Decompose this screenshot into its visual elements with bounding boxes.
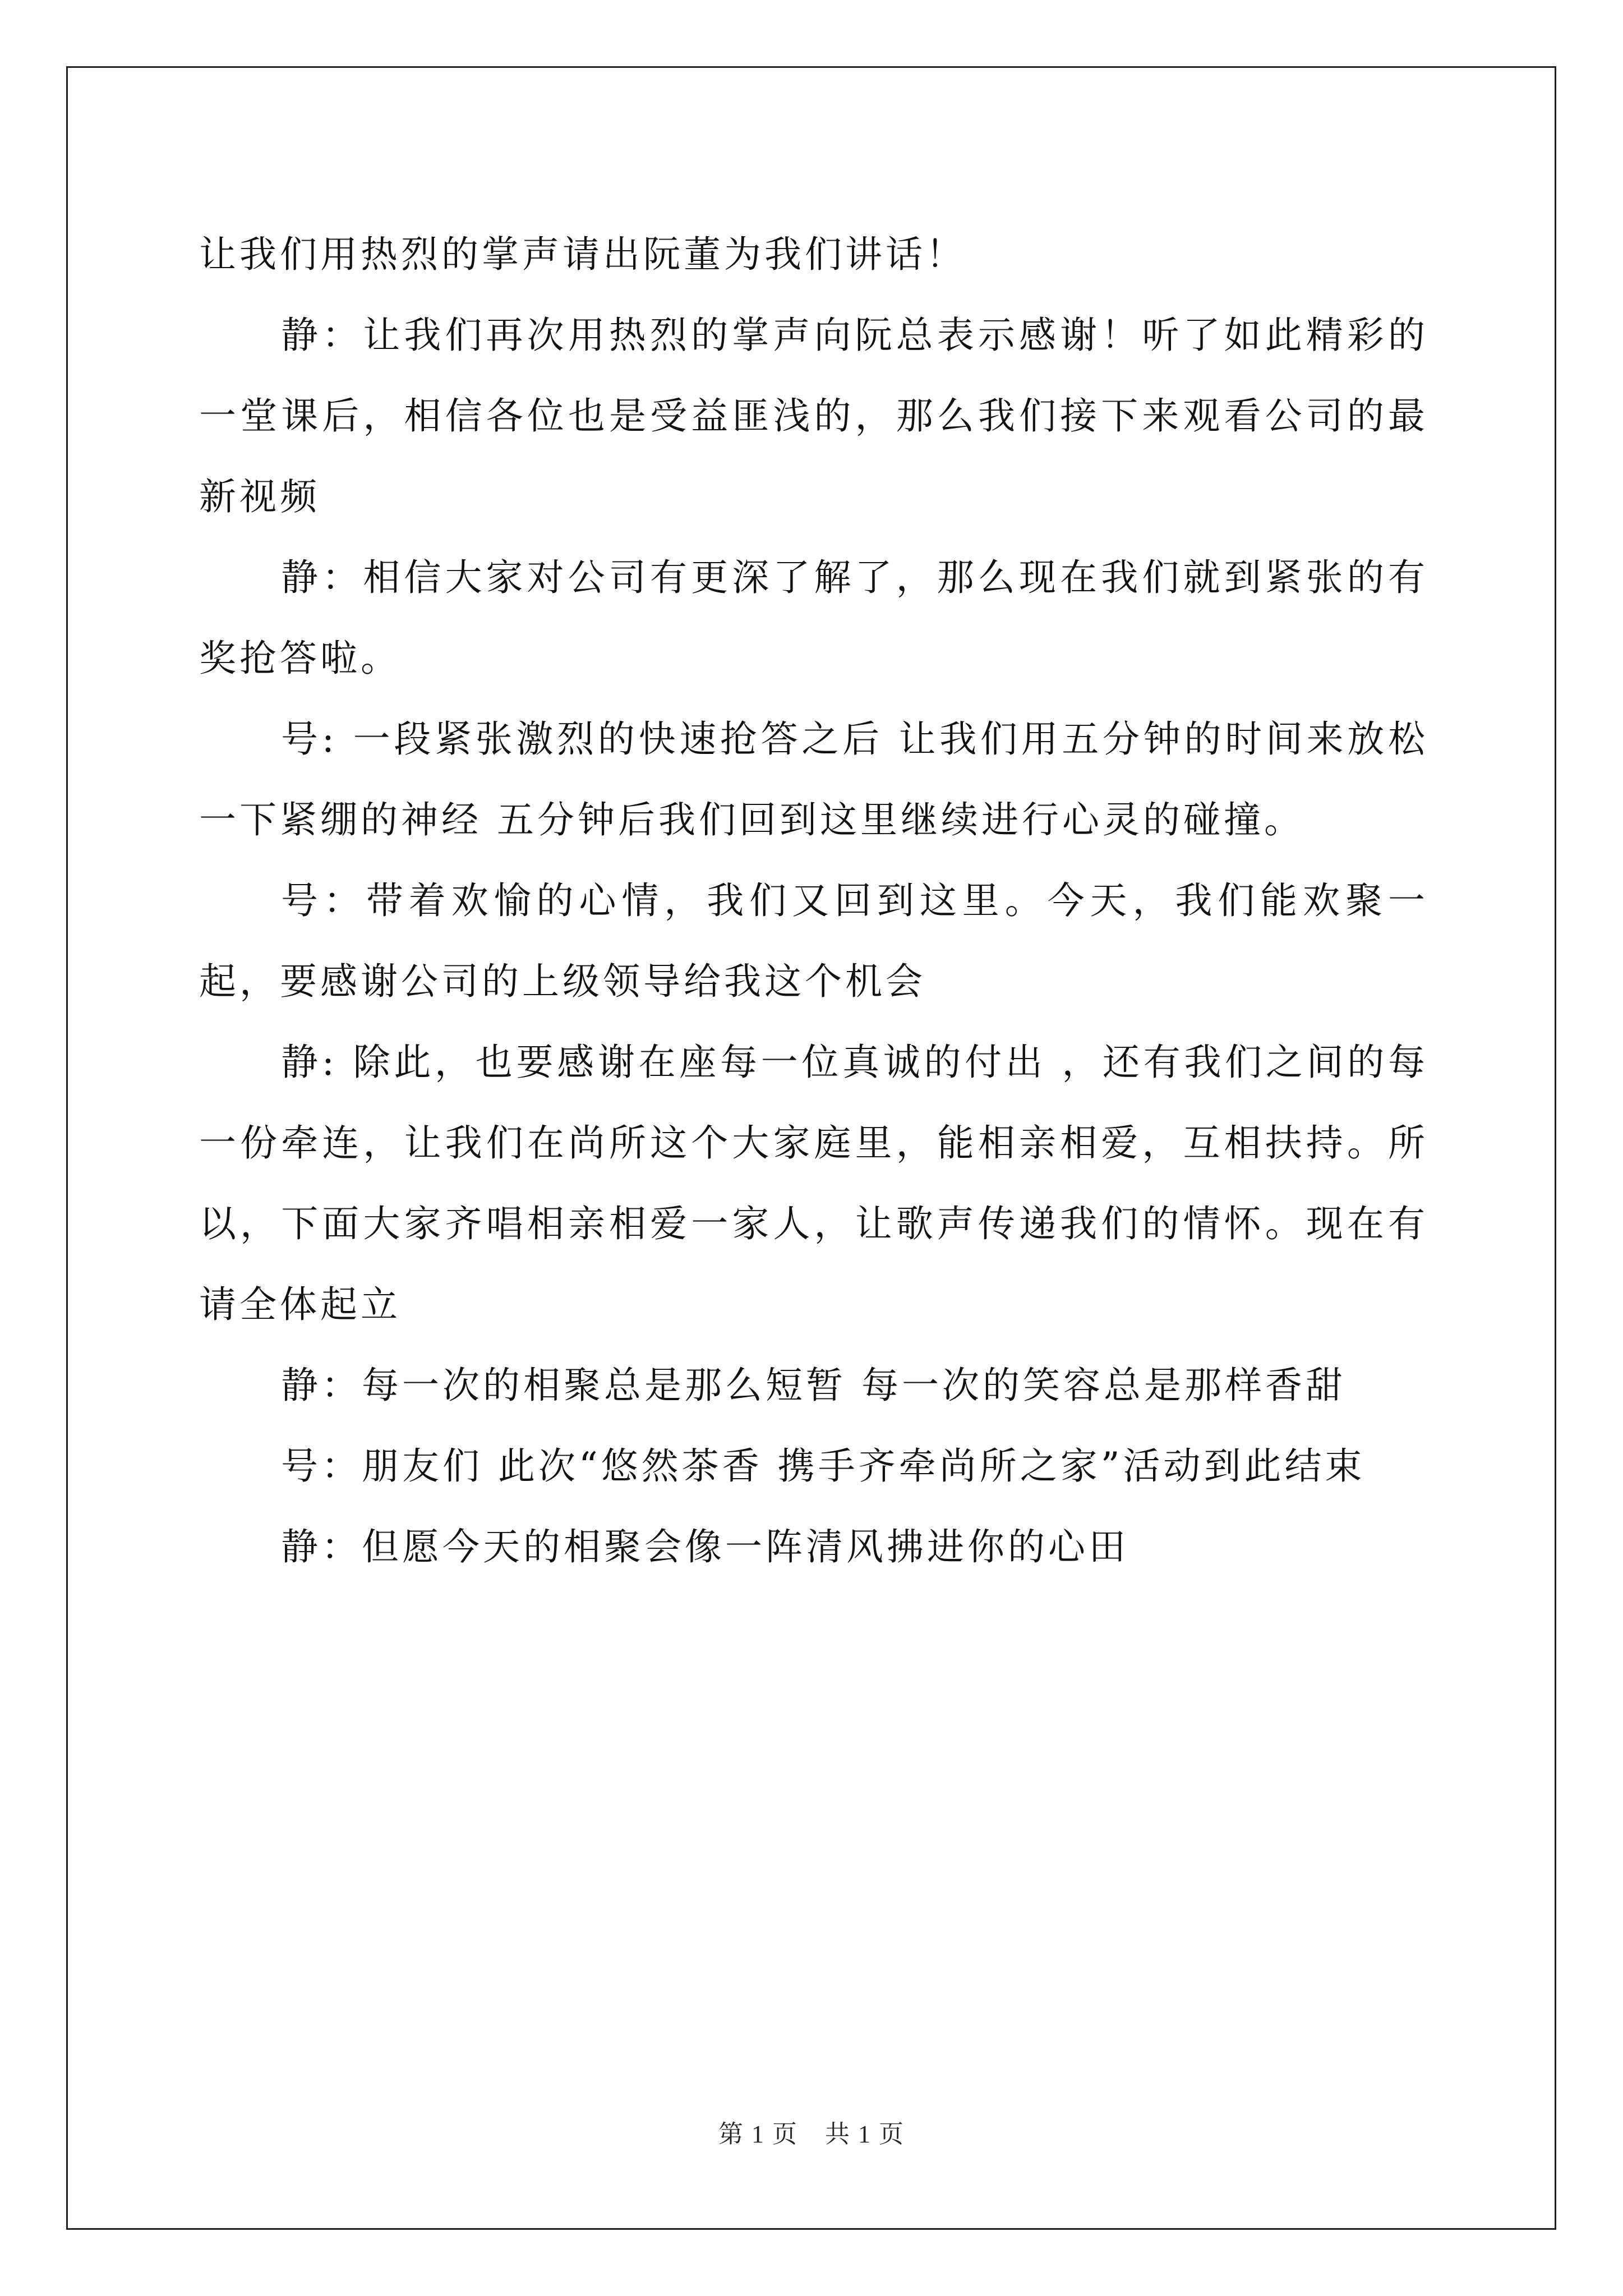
paragraph-9: 静：但愿今天的相聚会像一阵清风拂进你的心田 xyxy=(281,1525,1129,1568)
paragraph-4: 号: 一段紧张激烈的快速抢答之后 让我们用五分钟的时间来放松一下紧绷的神经 五分钟后我们回到这里继续进行心灵的碰撞。 xyxy=(199,717,1428,841)
paragraph-2: 静：让我们再次用热烈的掌声向阮总表示感谢！听了如此精彩的一堂课后，相信各位也是受益匪浅的，那么我们接下来观看公司的最新视频 xyxy=(199,314,1428,518)
paragraph-6: 静: 除此，也要感谢在座每一位真诚的付出 ，还有我们之间的每一份牵连，让我们在尚所这个大家庭里，能相亲相爱，互相扶持。所以，下面大家齐唱相亲相爱一家人，让歌声传递我们的情怀。现在有请全体起立 xyxy=(199,1041,1428,1326)
paragraph-3: 静：相信大家对公司有更深了解了，那么现在我们就到紧张的有奖抢答啦。 xyxy=(199,556,1428,680)
page-footer xyxy=(0,2114,1623,2150)
paragraph-7: 静：每一次的相聚总是那么短暂 每一次的笑容总是那样香甜 xyxy=(281,1364,1346,1407)
document-body xyxy=(199,214,1428,1588)
paragraph-5: 号：带着欢愉的心情，我们又回到这里。今天，我们能欢聚一起，要感谢公司的上级领导给我这个机会 xyxy=(199,879,1428,1003)
page-number: 第 1 页 xyxy=(718,2120,798,2148)
paragraph-8: 号：朋友们 此次“悠然茶香 携手齐牵尚所之家”活动到此结束 xyxy=(281,1444,1366,1488)
paragraph-1: 让我们用热烈的掌声请出阮董为我们讲话！ xyxy=(199,233,966,276)
page-total: 共 1 页 xyxy=(825,2120,905,2148)
